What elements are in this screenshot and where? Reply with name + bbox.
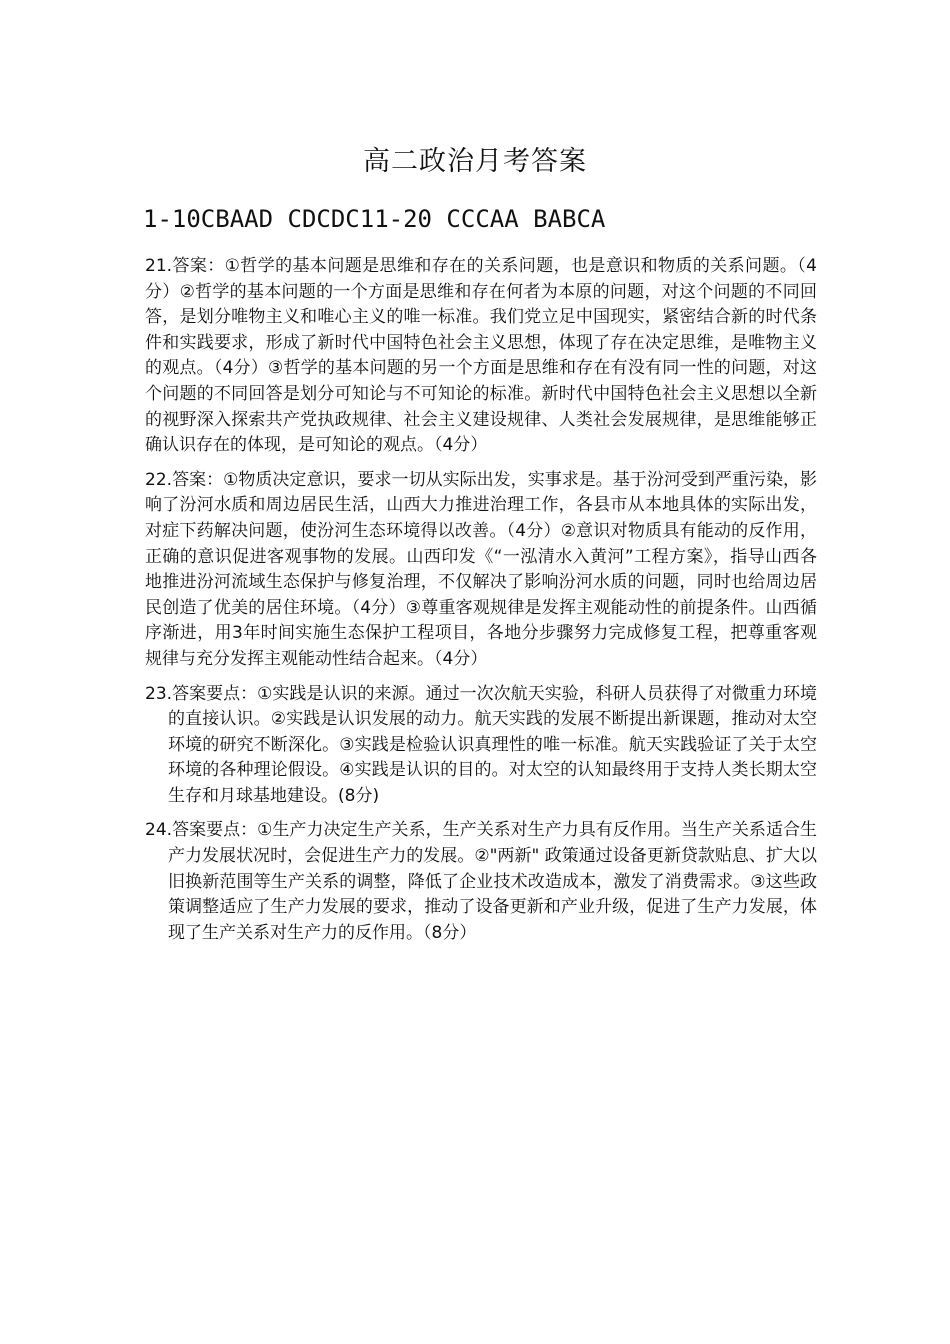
answer-number: 24. (145, 820, 173, 841)
answer-text: 答案要点：①生产力决定生产关系，生产关系对生产力具有反作用。当生产关系适合生产力发展状况时，会促进生产力的发展。②"两新" 政策通过设备更新贷款贴息、扩大以旧换新范围等生产关系的调整，降低了企业技术改造成本，激发了消费需求。③这些政策调整适应了生产力发展的要求，推动了设备更新和产业升级，促进了生产力发展，体现了生产关系对生产力的反作用。（8分） (168, 820, 817, 943)
answer-number: 22. (145, 469, 173, 490)
answer-number: 21. (145, 256, 173, 276)
answer-23 (145, 682, 817, 810)
document-title: 高二政治月考答案 (363, 146, 587, 177)
answer-text: 答案：①物质决定意识，要求一切从实际出发，实事求是。基于汾河受到严重污染，影响了汾河水质和周边居民生活，山西大力推进治理工作，各县市从本地具体的实际出发，对症下药解决问题，使汾河生态环境得以改善。（4分）②意识对物质具有能动的反作用，正确的意识促进客观事物的发展。山西印发《“一泓清水入黄河”工程方案》，指导山西各地推进汾河流域生态保护与修复治理，不仅解决了影响汾河水质的问题，同时也给周边居民创造了优美的居住环境。（4分）③尊重客观规律是发挥主观能动性的前提条件。山西循序渐进，用3年时间实施生态保护工程项目，各地分步骤努力完成修复工程，把尊重客观规律与充分发挥主观能动性结合起来。（4分） (145, 469, 817, 669)
answer-24 (145, 818, 817, 946)
answer-22 (145, 468, 817, 673)
answer-21 (145, 254, 817, 459)
answer-text: 答案要点：①实践是认识的来源。通过一次次航天实验，科研人员获得了对微重力环境的直接认识。②实践是认识发展的动力。航天实践的发展不断提出新课题，推动对太空环境的研究不断深化。③实践是检验认识真理性的唯一标准。航天实践验证了关于太空环境的各种理论假设。④实践是认识的目的。对太空的认知最终用于支持人类长期太空生存和月球基地建设。(8分) (168, 683, 817, 806)
answers-section (145, 254, 817, 955)
answer-number: 23. (145, 683, 173, 704)
answer-text: 答案：①哲学的基本问题是思维和存在的关系问题，也是意识和物质的关系问题。（4分）②哲学的基本问题的一个方面是思维和存在何者为本原的问题，对这个问题的不同回答，是划分唯物主义和唯心主义的唯一标准。我们党立足中国现实，紧密结合新的时代条件和实践要求，形成了新时代中国特色社会主义思想，体现了存在决定思维，是唯物主义的观点。（4分）③哲学的基本问题的另一个方面是思维和存在有没有同一性的问题，对这个问题的不同回答是划分可知论与不可知论的标准。新时代中国特色社会主义思想以全新的视野深入探索共产党执政规律、社会主义建设规律、人类社会发展规律，是思维能够正确认识存在的体现，是可知论的观点。（4分） (145, 256, 817, 456)
multiple-choice-answers: 1-10CBAAD CDCDC11-20 CCCAA BABCA (143, 205, 606, 233)
